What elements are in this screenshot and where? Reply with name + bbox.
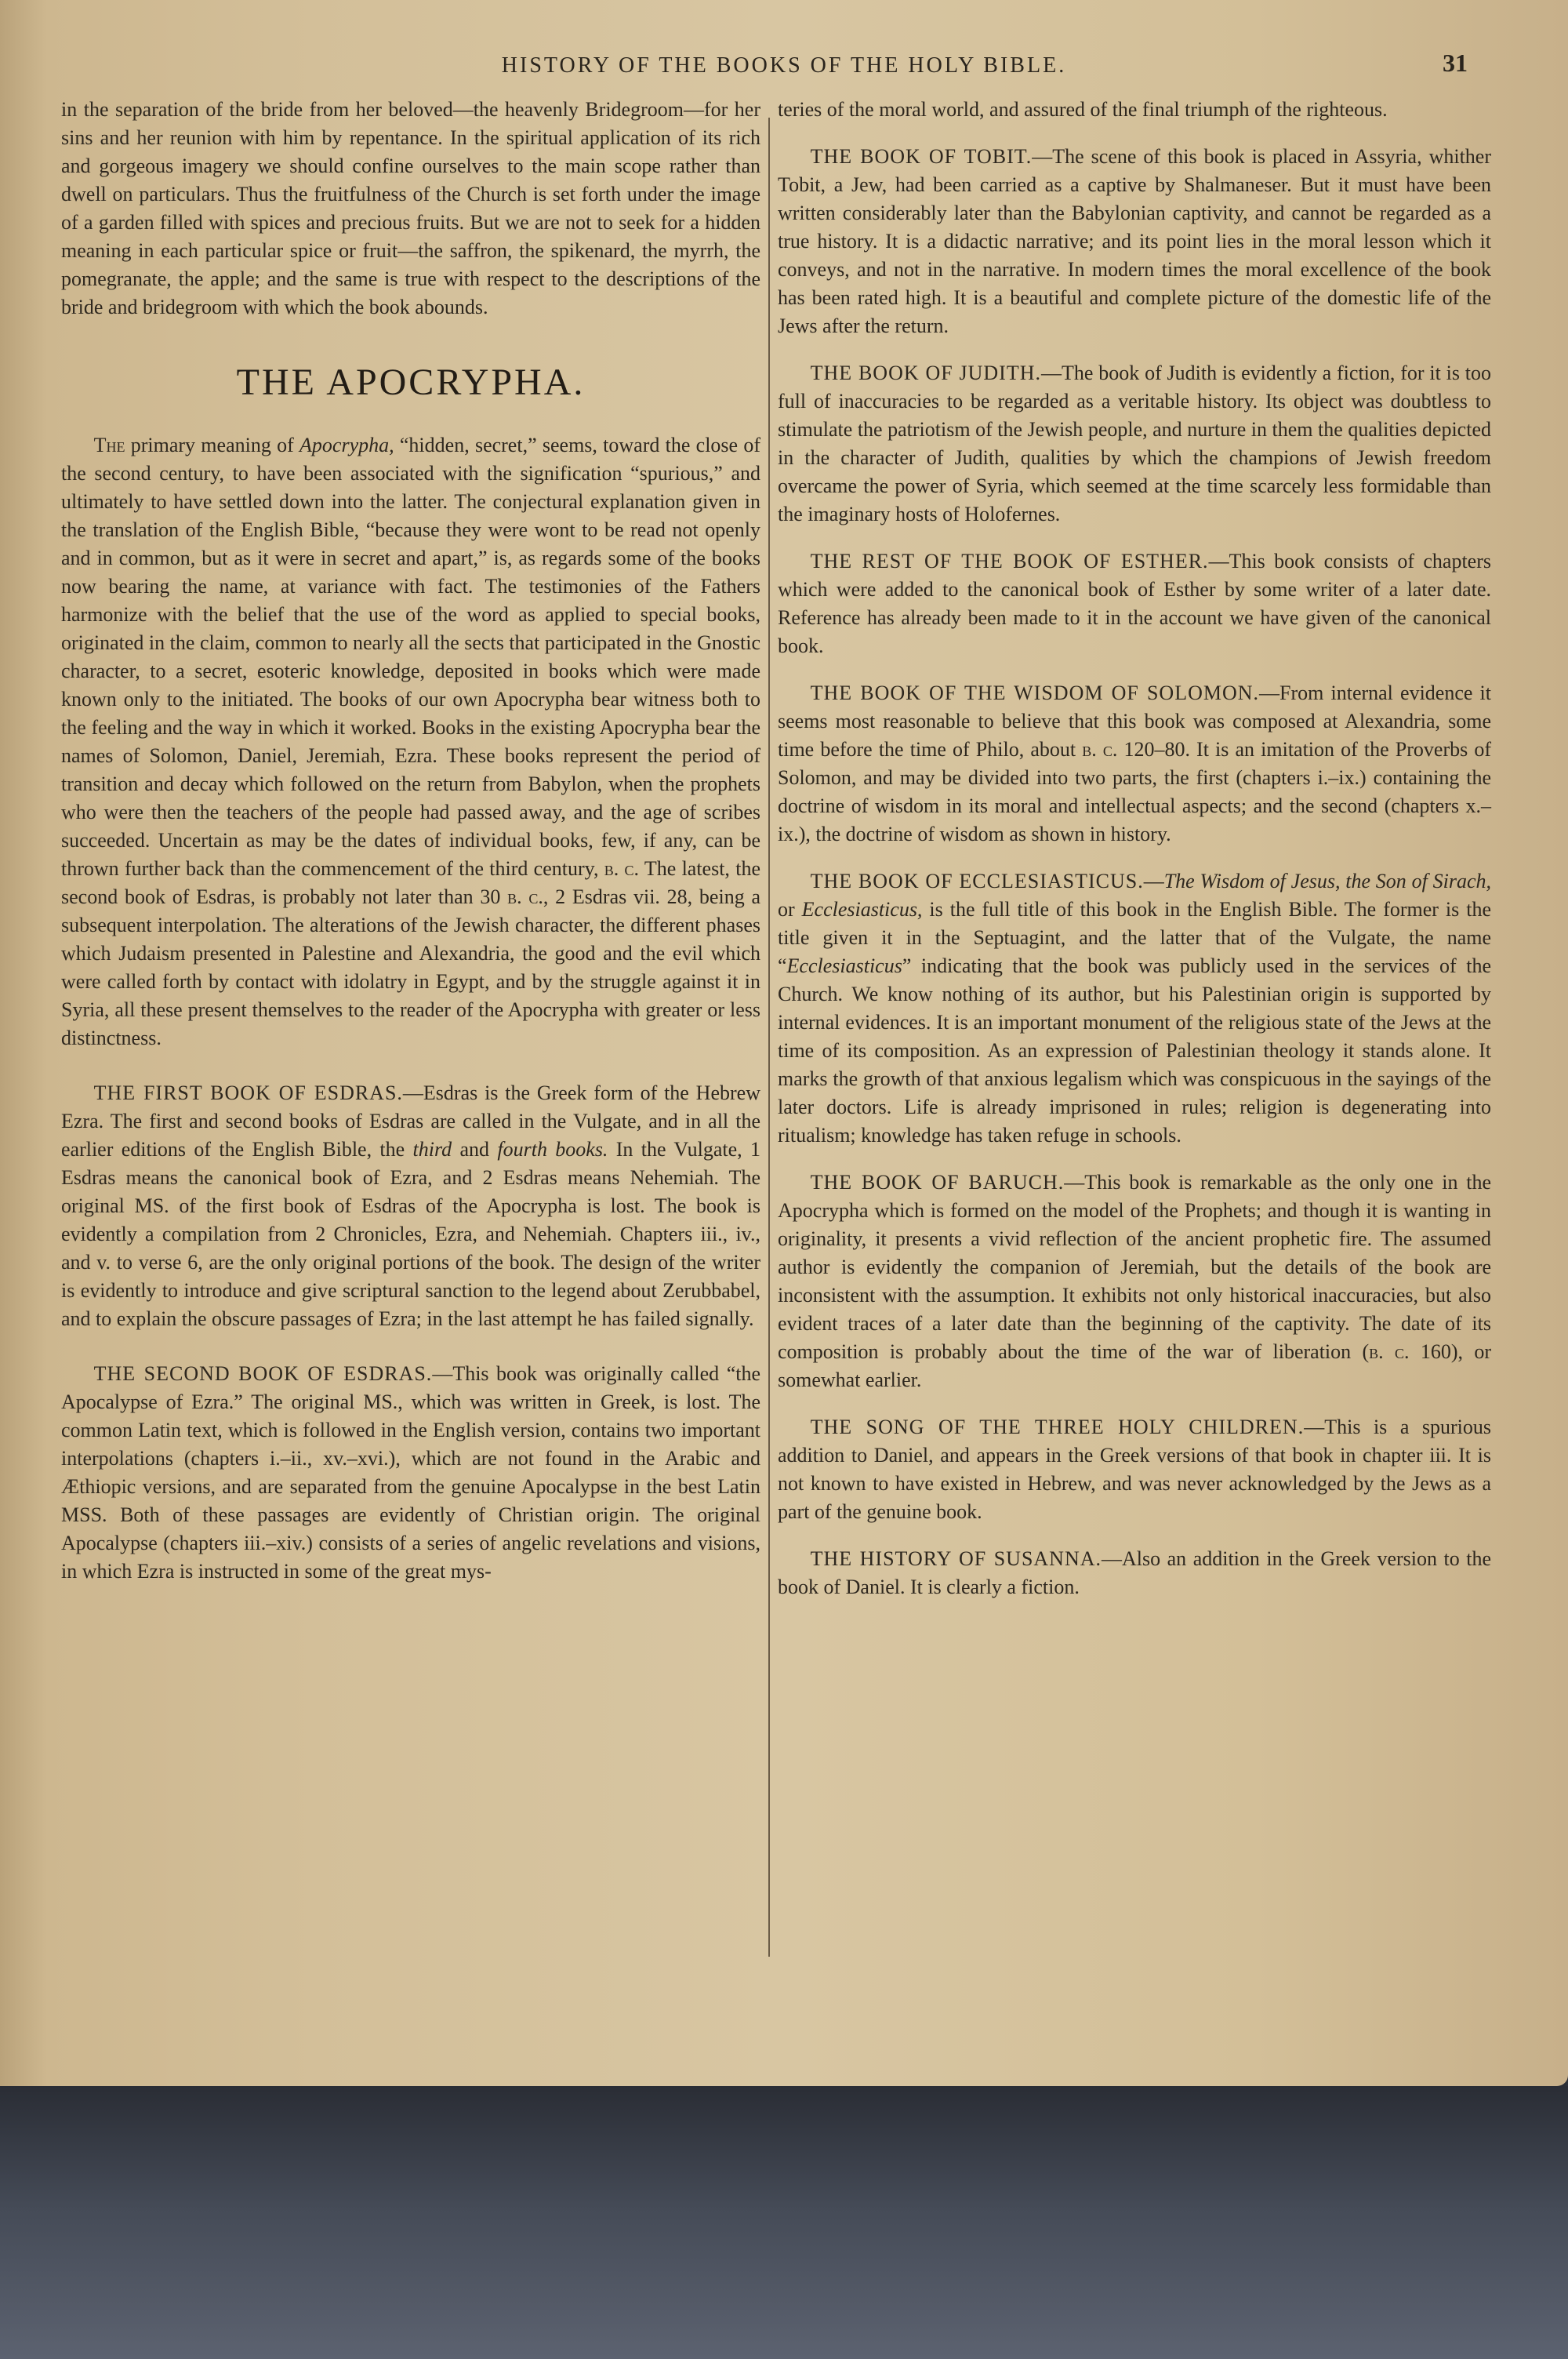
second-esdras-heading: THE SECOND BOOK OF ESDRAS.: [93, 1362, 433, 1385]
susanna-heading: THE HISTORY OF SUSANNA.: [810, 1547, 1102, 1570]
ecclesiasticus-text-1: —: [1143, 870, 1164, 892]
background-surface: [0, 2086, 1568, 2359]
apocrypha-text-1: primary meaning of: [125, 434, 300, 456]
apocrypha-text-3: The latest, the second book of Esdras, is probably not later than 30: [61, 857, 760, 908]
second-esdras-text: —This book was originally called “the Apocalypse of Ezra.” The original MS., which was written in Greek, is lost. The common Latin text, which is followed in the English version, contains two important interpolations (chapters i.–ii., xv.–xvi.), which are not found in the Arabic and Æthiopic versions, and are separated from the genuine Apocalypse in the best Latin MSS. Both of these passages are evidently of Christian origin. The original Apocalypse (chapters iii.–xiv.) consists of a series of angelic revelations and visions, in which Ezra is instructed in some of the great mys-: [61, 1362, 761, 1583]
ecclesiasticus-text-3: is the full title of this book in the English Bible. The former is the title given it in the Septuagint, and the latter that of the Vulgate, the name “: [778, 898, 1491, 977]
left-column: [61, 96, 760, 1586]
apocrypha-term: Apocrypha,: [299, 434, 394, 456]
tobit-heading: THE BOOK OF TOBIT.: [810, 145, 1033, 168]
apocrypha-text-2: “hidden, secret,” seems, toward the close of the second century, to have been associated with the signification “spurious,” and ultimately to have settled down into the latter. The conjectural explanation given in the translation of the English Bible, “because they were wont to be read not openly and in common, but as it were in secret and apart,” is, as regards some of the books now bearing the name, at variance with fact. The testimonies of the Fathers harmonize with the belief that the use of the word as applied to special books, originated in the claim, common to nearly all the sects that participated in the Gnostic character, to a secret, esoteric knowledge, deposited in books which were made known only to the initiated. The books of our own Apocrypha bear witness both to the feeling and the way in which it worked. Books in the existing Apocrypha bear the names of Solomon, Daniel, Jeremiah, Ezra. These books represent the period of transition and decay which followed on the return from Babylon, when the prophets who were then the teachers of the people had passed away, and the age of scribes succeeded. Uncertain as may be the dates of individual books, few, if any, can be thrown further back than the commencement of the third century,: [61, 434, 761, 880]
tobit-text: —The scene of this book is placed in Assyria, whither Tobit, a Jew, had been carried as a captive by Shalmaneser. But it must have been written considerably later than the Babylonian captivity, and cannot be regarded as a true history. It is a didactic narrative; and its point lies in the moral lesson which it conveys, and not in the narrative. In modern times the moral excellence of the book has been rated high. It is a beautiful and complete picture of the domestic life of the Jews after the return.: [778, 145, 1491, 337]
ecclesiasticus-paragraph: [778, 867, 1491, 1150]
ecclesiasticus-italic-2: Ecclesiasticus,: [801, 898, 923, 921]
wisdom-text-2: 120–80. It is an imitation of the Proverbs of Solomon, and may be divided into two parts, the first (chapters i.–ix.) containing the doctrine of wisdom in its moral and intellectual aspects; and the second (chapters x.–ix.), the doctrine of wisdom as shown in history.: [778, 738, 1491, 845]
section-title: THE APOCRYPHA.: [236, 362, 586, 403]
ecclesiasticus-italic-3: Ecclesiasticus: [786, 954, 902, 977]
ecclesiasticus-text-4: ” indicating that the book was publicly used in the services of the Church. We know nothing of its author, but his Palestinian origin is supported by internal evidences. It is an important monument of the religious state of the Jews at the time of its composition. As an expression of Palestinian theology it stands alone. It marks the growth of that anxious legalism which was conspicuous in the sayings of the later doctors. Life is already imprisoned in rules; religion is degenerating into ritualism; knowledge has taken refuge in schools.: [778, 954, 1491, 1147]
judith-paragraph: [778, 359, 1491, 529]
tobit-paragraph: [778, 143, 1491, 340]
ecclesiasticus-heading: THE BOOK OF ECCLESIASTICUS.: [810, 870, 1144, 892]
ecclesiasticus-text-2: or: [778, 898, 802, 921]
judith-heading: THE BOOK OF JUDITH.: [810, 362, 1041, 384]
bc-abbrev: b. c.: [1082, 738, 1118, 761]
esther-text: —This book consists of chapters which were added to the canonical book of Esther by some writer of a later date. Reference has already been made to it in the account we have given of the canonical book.: [778, 550, 1491, 657]
three-children-heading: THE SONG OF THE THREE HOLY CHILDREN.: [810, 1416, 1305, 1438]
lead-word: The: [93, 434, 125, 456]
intro-paragraph: in the separation of the bride from her beloved—the heavenly Bridegroom—for her sins and her reunion with him by repentance. In the spiritual application of its rich and gorgeous imagery we should confine ourselves to the main scope rather than dwell on particulars. Thus the fruitfulness of the Church is set forth under the image of a garden filled with spices and precious fruits. But we are not to seek for a hidden meaning in each particular spice or fruit—the saffron, the spikenard, the myrrh, the pomegranate, the apple; and the same is true with respect to the descriptions of the bride and bridegroom with which the book abounds.: [61, 98, 760, 318]
first-esdras-italic-1: third: [412, 1138, 452, 1161]
first-esdras-text-2: and: [452, 1138, 498, 1161]
esther-heading: THE REST OF THE BOOK OF ESTHER.: [810, 550, 1209, 572]
susanna-paragraph: [778, 1545, 1491, 1601]
first-esdras-text-3: In the Vulgate, 1 Esdras means the canonical book of Ezra, and 2 Esdras means Nehemiah. The original MS. of the first book of Esdras of the Apocrypha is lost. The book is evidently a compilation from 2 Chronicles, Ezra, and Nehemiah. Chapters iii., iv., and v. to verse 6, are the only original portions of the book. The design of the writer is evidently to introduce and give scriptural sanction to the legend about Zerubbabel, and to explain the obscure passages of Ezra; in the last attempt he has failed signally.: [61, 1138, 760, 1330]
page-number: 31: [1443, 49, 1468, 77]
first-esdras-text-1: —Esdras is the Greek form of the Hebrew Ezra. The first and second books of Esdras are called in the Vulgate, and in all the earlier editions of the English Bible, the: [61, 1081, 760, 1161]
baruch-text-1: —This book is remarkable as the only one in the Apocrypha which is formed on the model of the Prophets; and though it is wanting in originality, it presents a vivid reflection of the ancient prophetic fire. The assumed author is evidently the companion of Jeremiah, but the details of the book are inconsistent with the assumption. It exhibits not only historical inaccuracies, but also evident traces of a later date than the beginning of the captivity. The date of its composition is probably about the time of the war of liberation (: [778, 1171, 1491, 1363]
apocrypha-paragraph: [61, 431, 760, 1052]
running-head: HISTORY OF THE BOOKS OF THE HOLY BIBLE.: [501, 53, 1067, 78]
first-esdras-heading: THE FIRST BOOK OF ESDRAS.: [93, 1081, 403, 1104]
continuation-paragraph: teries of the moral world, and assured of the final triumph of the righteous.: [778, 98, 1388, 121]
apocrypha-text-4: , 2 Esdras vii. 28, being a subsequent interpolation. The alterations of the Jewish character, the different phases which Judaism presented in Palestine and Alexandria, the good and the evil which were called forth by contact with idolatry in Egypt, and by the struggle against it in Syria, all these present themselves to the reader of the Apocrypha with greater or less distinctness.: [61, 885, 760, 1049]
column-rule: [768, 118, 770, 1957]
second-esdras-paragraph: [61, 1360, 760, 1586]
baruch-heading: THE BOOK OF BARUCH.: [810, 1171, 1065, 1194]
first-esdras-italic-2: fourth books.: [497, 1138, 608, 1161]
bc-abbrev: b. c.: [1369, 1340, 1410, 1363]
esther-paragraph: [778, 547, 1491, 660]
right-column: [778, 96, 1491, 1601]
first-esdras-paragraph: [61, 1079, 760, 1333]
baruch-text-2: 160), or somewhat earlier.: [778, 1340, 1491, 1391]
three-children-paragraph: [778, 1413, 1491, 1526]
wisdom-heading: THE BOOK OF THE WISDOM OF SOLOMON.: [810, 682, 1260, 704]
baruch-paragraph: [778, 1169, 1491, 1394]
three-children-text: —This is a spurious addition to Daniel, and appears in the Greek versions of that book in chapter iii. It is not known to have existed in Hebrew, and was never acknowledged by the Jews as a part of the genuine book.: [778, 1416, 1491, 1523]
wisdom-text-1: —From internal evidence it seems most reasonable to believe that this book was composed at Alexandria, some time before the time of Philo, about: [778, 682, 1491, 761]
judith-text: —The book of Judith is evidently a fiction, for it is too full of inaccuracies to be regarded as a veritable history. Its object was doubtless to stimulate the patriotism of the Jewish people, and nurture in them the qualities depicted in the character of Judith, qualities by which the champions of Jewish freedom overcame the power of Syria, which seemed at the time scarcely less formidable than the imaginary hosts of Holofernes.: [778, 362, 1491, 525]
ecclesiasticus-italic-1: The Wisdom of Jesus, the Son of Sirach,: [1163, 870, 1491, 892]
susanna-text: —Also an addition in the Greek version to the book of Daniel. It is clearly a fiction.: [778, 1547, 1491, 1598]
wisdom-paragraph: [778, 679, 1491, 849]
bc-abbrev: b. c.: [604, 857, 640, 880]
bc-abbrev: b. c.: [507, 885, 543, 908]
